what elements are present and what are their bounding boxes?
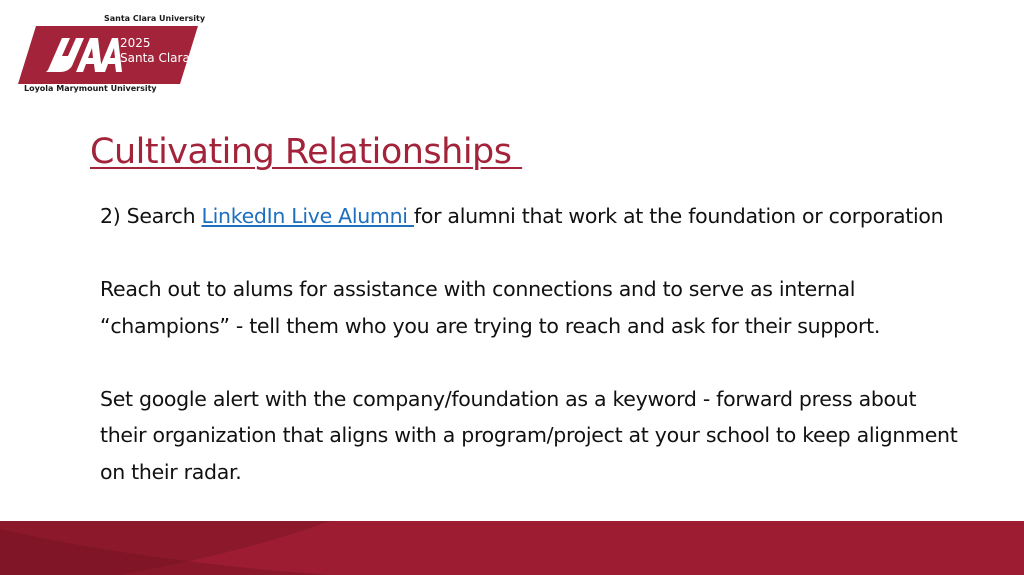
logo-bottom-text: Loyola Marymount University (24, 84, 157, 93)
footer-band (0, 521, 1024, 575)
linkedin-alumni-link[interactable]: LinkedIn Live Alumni (201, 204, 414, 228)
logo-place: Santa Clara (120, 51, 190, 65)
item-1 (100, 198, 1015, 235)
conference-logo (18, 14, 206, 96)
paragraph-2-line-2: “champions” - tell them who you are trying to reach and ask for their support. (100, 313, 881, 338)
paragraph-3-line-1: Set google alert with the company/foundation as a keyword - forward press about (100, 386, 917, 411)
paragraph-3-line-2: their organization that aligns with a program/project at your school to keep alignment (100, 423, 958, 447)
item-1-suffix: for alumni that work at the foundation or corporation (413, 204, 944, 228)
logo-top-text: Santa Clara University (104, 14, 206, 23)
item-1-prefix: 2) Search (100, 204, 202, 228)
footer-wave-decoration (0, 521, 1024, 575)
spacer (100, 235, 1015, 272)
paragraph-2-line-1: Reach out to alums for assistance with connections and to serve as internal (100, 277, 856, 301)
paragraph-3-line-3: on their radar. (100, 459, 242, 484)
slide-body (100, 198, 1015, 490)
logo-year: 2025 (120, 36, 151, 50)
slide-title: Cultivating Relationships (90, 132, 523, 172)
spacer (100, 344, 1015, 381)
